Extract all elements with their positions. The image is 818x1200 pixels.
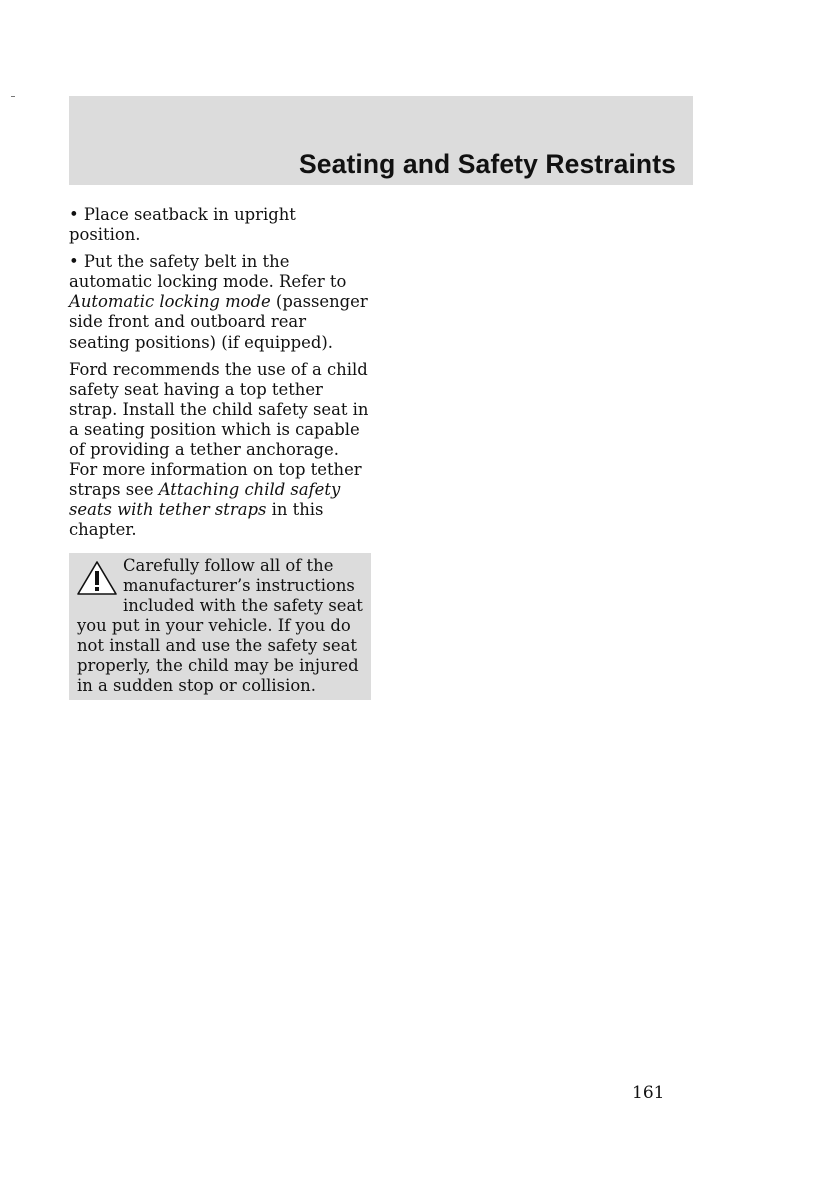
paragraph-text: Ford recommends the use of a child safety seat having a top tether strap. Install the child safety seat in a seating position which is capable of providing a tether anchorage. For more information on top tether straps see [69,359,369,500]
bullet-text: • Put the safety belt in the automatic locking mode. Refer to [69,252,347,292]
margin-mark [11,96,15,97]
bullet-item [69,252,371,352]
page-title: Seating and Safety Restraints [299,149,676,179]
bullet-text: • Place seatback in upright position. [69,205,296,245]
page-number: 161 [632,1083,665,1103]
content-column [69,205,371,700]
section-header [69,96,693,185]
cross-reference: Attaching child safety seats with tether straps [69,480,341,520]
cross-reference: Automatic locking mode [69,292,271,312]
warning-box [69,553,371,701]
paragraph-text: in this chapter. [69,500,324,540]
warning-text: Carefully follow all of the manufacturer’s instructions included with the safety seat you put in your vehicle. If you do not install and use the safety seat properly, the child may be injured in a sudden stop or collision. [77,555,363,696]
warning-triangle-icon [75,559,119,597]
body-paragraph [69,360,371,541]
bullet-item [69,205,371,245]
bullet-text: (passenger side front and outboard rear seating positions) (if equipped). [69,292,368,352]
